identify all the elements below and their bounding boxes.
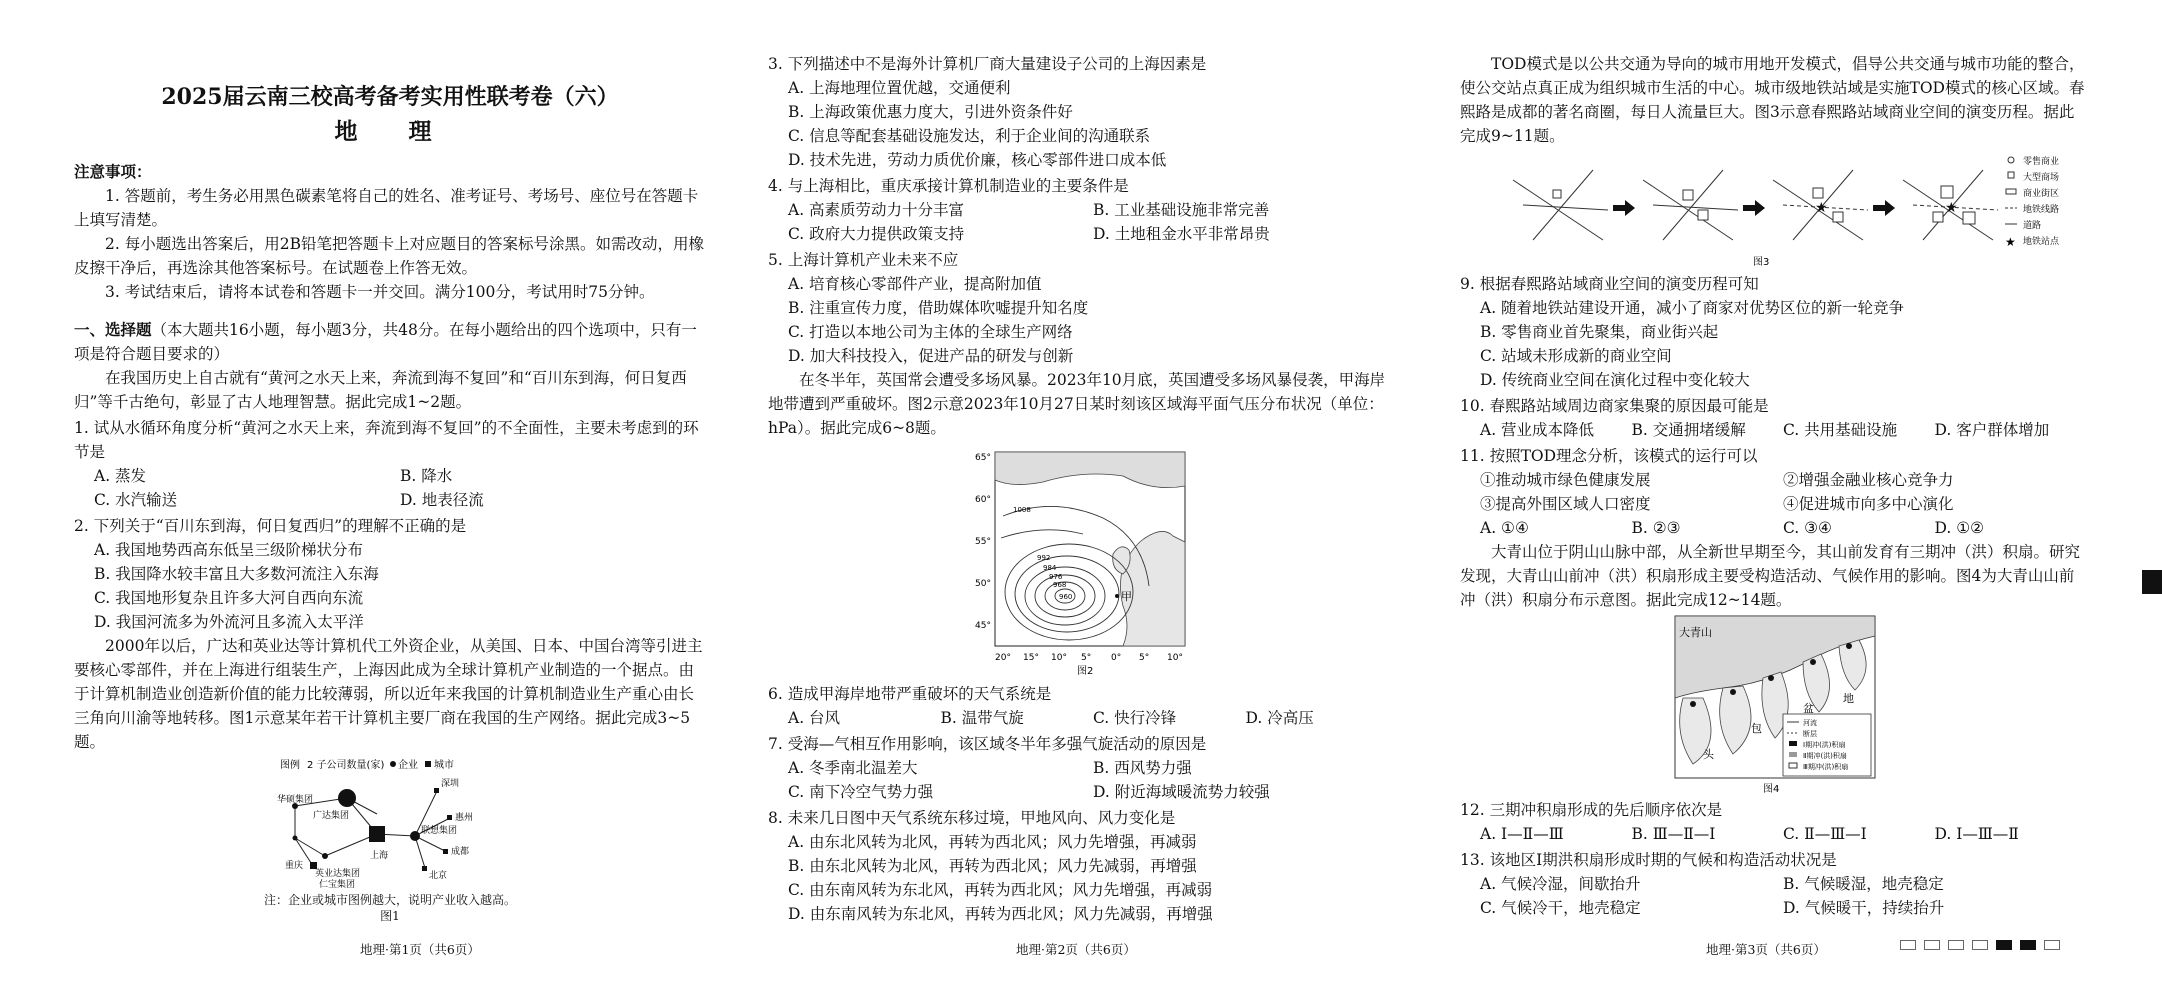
page-2-footer: 地理·第2页（共6页） bbox=[1016, 942, 1136, 957]
page-box-filled bbox=[1996, 940, 2012, 950]
fig2-isobar-label: 968 bbox=[1053, 581, 1067, 589]
option[interactable]: D. 气候暖干，持续抬升 bbox=[1783, 899, 1945, 917]
option[interactable]: C. Ⅱ—Ⅲ—Ⅰ bbox=[1783, 825, 1867, 843]
option[interactable]: B. 西风势力强 bbox=[1093, 759, 1192, 777]
option[interactable]: C. 站域未形成新的商业空间 bbox=[1480, 347, 1672, 365]
fig2-lon: 15° bbox=[1023, 653, 1039, 663]
production-network-diagram bbox=[275, 756, 505, 892]
intro-q1-2: 在我国历史上自古就有“黄河之水天上来，奔流到海不复回”和“百川东到海，何日复西归”等千古绝句，彰显了古人地理智慧。据此完成1~2题。 bbox=[74, 369, 687, 411]
intro-q6-8: 在冬半年，英国常会遭受多场风暴。2023年10月底，英国遭受多场风暴侵袭，甲海岸地带遭到严重破坏。图2示意2023年10月27日某时刻该区域海平面气压分布状况（单位：hPa）。据此完成6~8题。 bbox=[768, 371, 1386, 437]
option[interactable]: C. ③④ bbox=[1783, 519, 1832, 537]
fig4-label: 大青山 bbox=[1679, 626, 1712, 639]
note-2: 2. 每小题选出答案后，用2B铅笔把答题卡上对应题目的答案标号涂黑。如需改动，用橡皮擦干净后，再选涂其他答案标号。在试题卷上作答无效。 bbox=[74, 235, 704, 277]
note-1: 1. 答题前，考生务必用黑色碳素笔将自己的姓名、准考证号、考场号、座位号在答题卡上填写清楚。 bbox=[74, 187, 699, 229]
option[interactable]: B. 零售商业首先聚集，商业街兴起 bbox=[1480, 323, 1719, 341]
figure-2-caption: 图2 bbox=[1077, 666, 1094, 677]
commercial-space-evolution-diagram bbox=[1493, 150, 2060, 270]
question-7-options-ab bbox=[768, 756, 1398, 780]
fig2-isobar-label: 992 bbox=[1037, 554, 1051, 562]
fig3-legend: 地铁线路 bbox=[2023, 205, 2060, 215]
fig1-node: 华硕集团 bbox=[277, 795, 314, 805]
fig2-isobar-label: 1008 bbox=[1013, 506, 1031, 514]
question-7-options-cd bbox=[768, 780, 1398, 804]
fig4-legend: 河流 bbox=[1803, 719, 1817, 727]
figure-1-caption: 图1 bbox=[380, 909, 400, 923]
question-9-stem: 9. 根据春熙路站域商业空间的演变历程可知 bbox=[1460, 275, 1759, 293]
option[interactable]: A. 高素质劳动力十分丰富 bbox=[788, 201, 965, 219]
option[interactable]: D. 技术先进，劳动力质优价廉，核心零部件进口成本低 bbox=[788, 151, 1167, 169]
option[interactable]: C. 水汽输送 bbox=[94, 491, 178, 509]
fig4-legend: Ⅱ期冲(洪)积扇 bbox=[1803, 752, 1847, 760]
fig2-lat: 45° bbox=[975, 621, 991, 631]
question-11-items-34 bbox=[1460, 492, 2086, 516]
option[interactable]: D. 我国河流多为外流河且多流入太平洋 bbox=[94, 613, 364, 631]
question-11-stem: 11. 按照TOD理念分析，该模式的运行可以 bbox=[1460, 447, 1758, 465]
option[interactable]: D. ①② bbox=[1934, 519, 1985, 537]
question-13-stem: 13. 该地区Ⅰ期洪积扇形成时期的气候和构造活动状况是 bbox=[1460, 851, 1837, 869]
fig2-lon: 5° bbox=[1081, 653, 1092, 663]
question-1-stem: 1. 试从水循环角度分析“黄河之水天上来，奔流到海不复回”的不全面性，主要未考虑到的环节是 bbox=[74, 419, 699, 461]
isobar-map bbox=[973, 446, 1193, 676]
option[interactable]: D. 客户群体增加 bbox=[1934, 421, 2050, 439]
fig2-isobar-label: 984 bbox=[1043, 564, 1057, 572]
figure-4 bbox=[1460, 614, 2086, 796]
section-heading bbox=[74, 318, 706, 366]
fig1-legend-city: 城市 bbox=[434, 760, 454, 771]
fig3-legend: 地铁站点 bbox=[2023, 237, 2060, 247]
page-3-footer: 地理·第3页（共6页） bbox=[1706, 942, 1826, 957]
fig4-label: 包 bbox=[1751, 722, 1762, 735]
figure-4-caption: 图4 bbox=[1763, 784, 1780, 795]
option[interactable]: B. ②③ bbox=[1631, 519, 1681, 537]
option[interactable]: B. 气候暖湿，地壳稳定 bbox=[1783, 875, 1944, 893]
statement: ①推动城市绿色健康发展 bbox=[1480, 471, 1651, 489]
option[interactable]: A. 气候冷湿，间歇抬升 bbox=[1480, 875, 1641, 893]
figure-3-caption: 图3 bbox=[1753, 257, 1770, 268]
question-5-stem: 5. 上海计算机产业未来不应 bbox=[768, 251, 959, 269]
question-6-stem: 6. 造成甲海岸地带严重破坏的天气系统是 bbox=[768, 685, 1052, 703]
figure-1 bbox=[74, 756, 706, 924]
option[interactable]: C. 共用基础设施 bbox=[1783, 421, 1898, 439]
question-13-options-cd bbox=[1460, 896, 2086, 920]
fig2-lon: 10° bbox=[1051, 653, 1067, 663]
option[interactable]: B. 上海政策优惠力度大，引进外资条件好 bbox=[788, 103, 1073, 121]
section-text: （本大题共16小题，每小题3分，共48分。在每小题给出的四个选项中，只有一项是符合题目要求的） bbox=[74, 321, 697, 363]
option[interactable]: A. 营业成本降低 bbox=[1480, 421, 1595, 439]
question-11-items-12 bbox=[1460, 468, 2086, 492]
fig1-node: 仁宝集团 bbox=[319, 880, 356, 890]
question-8-stem: 8. 未来几日图中天气系统东移过境，甲地风向、风力变化是 bbox=[768, 809, 1176, 827]
question-4-stem: 4. 与上海相比，重庆承接计算机制造业的主要条件是 bbox=[768, 177, 1129, 195]
fig3-legend: 零售商业 bbox=[2023, 157, 2060, 167]
option[interactable]: A. 上海地理位置优越，交通便利 bbox=[788, 79, 1011, 97]
fig2-lat: 55° bbox=[975, 537, 991, 547]
fig3-legend: 道路 bbox=[2023, 221, 2042, 231]
option[interactable]: C. 由东南风转为东北风，再转为西北风；风力先增强，再减弱 bbox=[788, 881, 1213, 899]
option[interactable]: C. 政府大力提供政策支持 bbox=[788, 225, 965, 243]
option[interactable]: D. 冷高压 bbox=[1245, 709, 1314, 727]
option[interactable]: A. ①④ bbox=[1480, 519, 1529, 537]
fig1-node: 英业达集团 bbox=[315, 869, 361, 879]
fig1-node: 广达集团 bbox=[313, 811, 350, 821]
option[interactable]: A. 蒸发 bbox=[94, 467, 147, 485]
option[interactable]: C. 信息等配套基础设施发达，利于企业间的沟通联系 bbox=[788, 127, 1151, 145]
fig4-label: 盆 bbox=[1803, 702, 1814, 715]
question-4-options-ab bbox=[768, 198, 1398, 222]
notes-heading: 注意事项： bbox=[74, 162, 152, 181]
subject-title: 地 理 bbox=[334, 118, 446, 145]
question-7-stem: 7. 受海—气相互作用影响，该区域冬半年多强气旋活动的原因是 bbox=[768, 735, 1207, 753]
page-box bbox=[1948, 940, 1964, 950]
option[interactable]: C. 打造以本地公司为主体的全球生产网络 bbox=[788, 323, 1073, 341]
option[interactable]: C. 气候冷干，地壳稳定 bbox=[1480, 899, 1641, 917]
fig1-node: 上海 bbox=[370, 851, 389, 861]
question-6-options bbox=[768, 706, 1398, 730]
fig4-legend: Ⅲ期冲(洪)积扇 bbox=[1803, 763, 1849, 771]
option[interactable]: B. Ⅲ—Ⅱ—Ⅰ bbox=[1631, 825, 1716, 843]
option[interactable]: D. 加大科技投入，促进产品的研发与创新 bbox=[788, 347, 1074, 365]
option[interactable]: A. 培育核心零部件产业，提高附加值 bbox=[788, 275, 1042, 293]
page-box bbox=[1900, 940, 1916, 950]
fig4-legend: Ⅰ期冲(洪)积扇 bbox=[1803, 741, 1846, 749]
option[interactable]: D. 地表径流 bbox=[400, 491, 484, 509]
option[interactable]: A. 随着地铁站建设开通，减小了商家对优势区位的新一轮竞争 bbox=[1480, 299, 1905, 317]
fig1-node: 惠州 bbox=[455, 813, 474, 823]
svg-text:★: ★ bbox=[1945, 200, 1958, 216]
svg-text:★: ★ bbox=[1815, 200, 1828, 216]
fig4-label: 地 bbox=[1843, 692, 1854, 705]
alluvial-fan-map bbox=[1663, 614, 1883, 796]
option[interactable]: B. 交通拥堵缓解 bbox=[1631, 421, 1746, 439]
option[interactable]: D. 土地租金水平非常昂贵 bbox=[1093, 225, 1270, 243]
question-2-stem: 2. 下列关于“百川东到海，何日复西归”的理解不正确的是 bbox=[74, 517, 467, 535]
svg-text:★: ★ bbox=[2005, 235, 2016, 249]
fig2-lat: 50° bbox=[975, 579, 991, 589]
fig1-node: 成都 bbox=[451, 847, 470, 857]
question-1-options-ab bbox=[74, 464, 706, 488]
intro-q3-5: 2000年以后，广达和英业达等计算机代工外资企业，从美国、日本、中国台湾等引进主要核心零部件，并在上海进行组装生产，上海因此成为全球计算机产业制造的一个据点。由于计算机制造业创造新价值的能力比较薄弱，所以近年来我国的计算机制造业生产重心由长三角向川渝等地转移。图1示意某年若干计算机主要厂商在我国的生产网络。据此完成3~5题。 bbox=[74, 637, 703, 751]
page-box-filled bbox=[2020, 940, 2036, 950]
fig1-node: 重庆 bbox=[285, 861, 304, 871]
intro-q9-11: TOD模式是以公共交通为导向的城市用地开发模式，倡导公共交通与城市功能的整合，使公交站点真正成为组织城市生活的中心。城市级地铁站域是实施TOD模式的核心区域。春熙路是成都的著名商圈，每日人流量巨大。图3示意春熙路站域商业空间的演变历程。据此完成9~11题。 bbox=[1460, 55, 2085, 145]
fig1-legend-company: 企业 bbox=[398, 760, 418, 771]
option[interactable]: B. 注重宣传力度，借助媒体吹嘘提升知名度 bbox=[788, 299, 1089, 317]
option[interactable]: A. Ⅰ—Ⅱ—Ⅲ bbox=[1480, 825, 1564, 843]
option[interactable]: D. Ⅰ—Ⅲ—Ⅱ bbox=[1934, 825, 2019, 843]
page-1 bbox=[74, 46, 706, 926]
section-label: 一、选择题 bbox=[74, 320, 152, 339]
fig1-node: 联想集团 bbox=[421, 826, 458, 836]
question-11-options bbox=[1460, 516, 2086, 540]
option[interactable]: A. 由东北风转为北风，再转为西北风；风力先增强，再减弱 bbox=[788, 833, 1197, 851]
question-10-stem: 10. 春熙路站域周边商家集聚的原因最可能是 bbox=[1460, 397, 1769, 415]
fig2-place-jia: 甲 bbox=[1121, 590, 1132, 603]
question-4-options-cd bbox=[768, 222, 1398, 246]
fig3-legend: 商业街区 bbox=[2023, 189, 2060, 199]
option[interactable]: B. 我国降水较丰富且大多数河流注入东海 bbox=[94, 565, 379, 583]
page-2 bbox=[768, 46, 1398, 926]
option[interactable]: B. 工业基础设施非常完善 bbox=[1093, 201, 1270, 219]
option[interactable]: A. 冬季南北温差大 bbox=[788, 759, 918, 777]
page-box bbox=[1924, 940, 1940, 950]
question-13-options-ab bbox=[1460, 872, 2086, 896]
page-indicator bbox=[1900, 940, 2060, 950]
fig2-lon: 10° bbox=[1167, 653, 1183, 663]
note-3: 3. 考试结束后，请将本试卷和答题卡一并交回。满分100分，考试用时75分钟。 bbox=[105, 283, 655, 301]
figure-1-note: 注：企业或城市图例越大，说明产业收入越高。 bbox=[263, 893, 516, 907]
page-3 bbox=[1460, 46, 2086, 920]
figure-2 bbox=[768, 446, 1398, 676]
fig1-legend-title: 图例 bbox=[280, 760, 300, 771]
page-1-footer: 地理·第1页（共6页） bbox=[360, 942, 480, 957]
question-10-options bbox=[1460, 418, 2086, 442]
figure-3 bbox=[1460, 150, 2086, 270]
fig2-lon: 5° bbox=[1139, 653, 1150, 663]
fig2-lon: 20° bbox=[995, 653, 1011, 663]
question-12-stem: 12. 三期冲积扇形成的先后顺序依次是 bbox=[1460, 801, 1723, 819]
intro-q12-14: 大青山位于阴山山脉中部，从全新世早期至今，其山前发育有三期冲（洪）积扇。研究发现，大青山山前冲（洪）积扇形成主要受构造活动、气候作用的影响。图4为大青山山前冲（洪）积扇分布示意图。据此完成12~14题。 bbox=[1460, 543, 2081, 609]
question-12-options bbox=[1460, 822, 2086, 846]
question-1-options-cd bbox=[74, 488, 706, 512]
option[interactable]: B. 由东北风转为北风，再转为西北风；风力先减弱，再增强 bbox=[788, 857, 1197, 875]
question-3-stem: 3. 下列描述中不是海外计算机厂商大量建设子公司的上海因素是 bbox=[768, 55, 1207, 73]
statement: ③提高外围区域人口密度 bbox=[1480, 495, 1651, 513]
statement: ④促进城市向多中心演化 bbox=[1783, 495, 1954, 513]
margin-marker bbox=[2142, 570, 2162, 594]
fig1-node: 北京 bbox=[429, 871, 448, 881]
option[interactable]: A. 我国地势西高东低呈三级阶梯状分布 bbox=[94, 541, 364, 559]
option[interactable]: B. 温带气旋 bbox=[940, 709, 1024, 727]
fig3-legend: 大型商场 bbox=[2023, 173, 2060, 183]
option[interactable]: C. 南下冷空气势力强 bbox=[788, 783, 934, 801]
statement: ②增强金融业核心竞争力 bbox=[1783, 471, 1954, 489]
exam-title: 2025届云南三校高考备考实用性联考卷（六） bbox=[161, 84, 619, 110]
option[interactable]: B. 降水 bbox=[400, 467, 453, 485]
fig4-legend: 断层 bbox=[1803, 730, 1817, 738]
option[interactable]: D. 附近海域暖流势力较强 bbox=[1093, 783, 1270, 801]
page-box bbox=[1972, 940, 1988, 950]
option[interactable]: D. 由东南风转为东北风，再转为西北风；风力先减弱，再增强 bbox=[788, 905, 1213, 923]
fig4-label: 头 bbox=[1703, 748, 1714, 761]
option[interactable]: A. 台风 bbox=[788, 709, 841, 727]
fig2-isobar-label: 960 bbox=[1059, 593, 1073, 601]
option[interactable]: D. 传统商业空间在演化过程中变化较大 bbox=[1480, 371, 1750, 389]
fig2-lon: 0° bbox=[1111, 653, 1122, 663]
fig1-node: 深圳 bbox=[441, 779, 460, 789]
page-box bbox=[2044, 940, 2060, 950]
fig1-legend-count: 2 子公司数量(家) bbox=[307, 760, 385, 771]
fig2-isobar-label: 976 bbox=[1049, 573, 1063, 581]
option[interactable]: C. 快行冷锋 bbox=[1093, 709, 1177, 727]
fig2-lat: 65° bbox=[975, 453, 991, 463]
fig2-lat: 60° bbox=[975, 495, 991, 505]
option[interactable]: C. 我国地形复杂且许多大河自西向东流 bbox=[94, 589, 364, 607]
